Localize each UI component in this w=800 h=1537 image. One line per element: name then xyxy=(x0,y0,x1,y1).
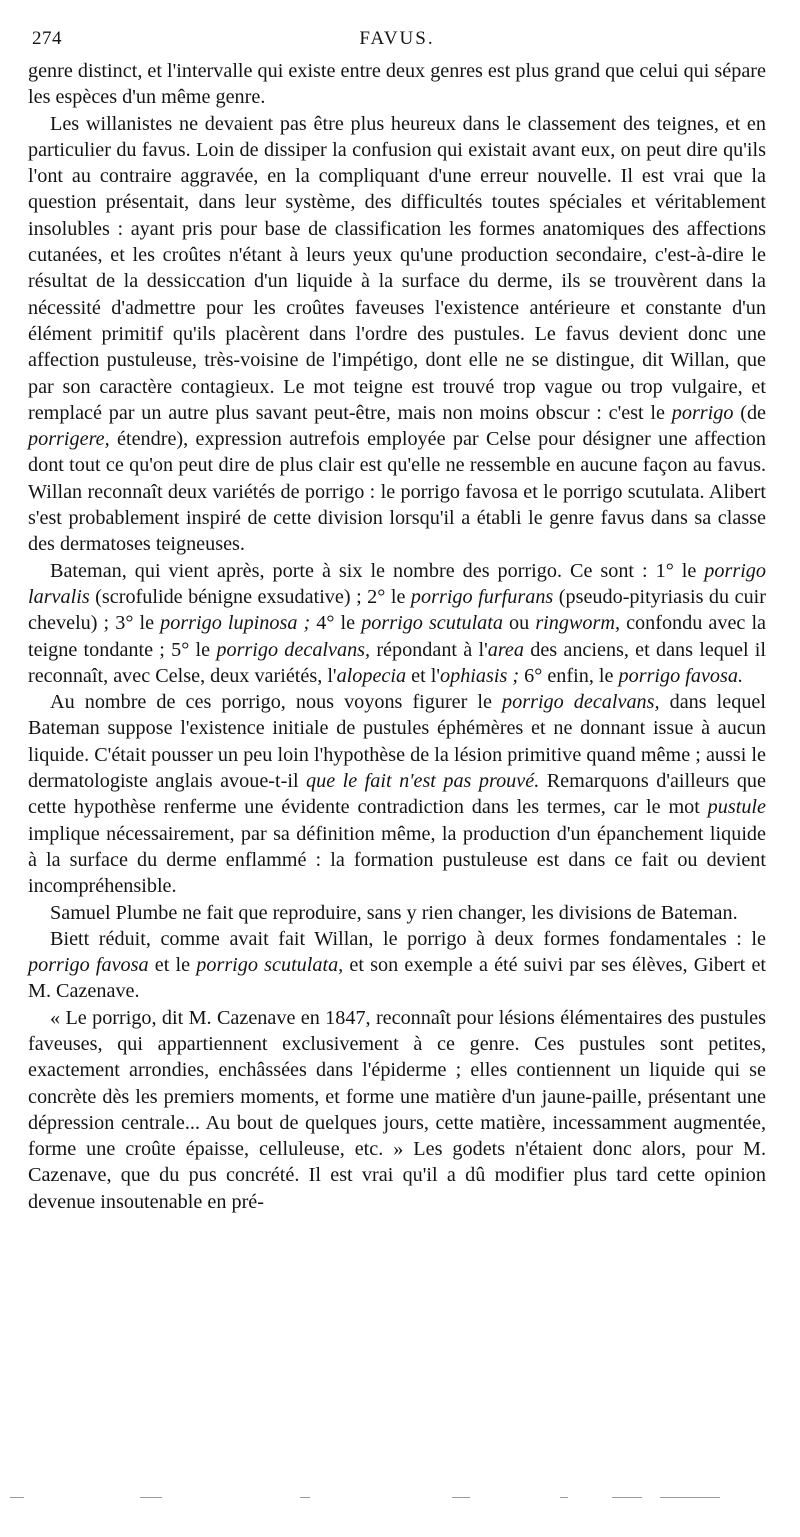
text-run: des anciens, et dans lequel il reconnaît, avec Celse, deux variétés, l' xyxy=(28,638,767,687)
italic-term: porrigo furfurans xyxy=(410,585,554,608)
text-run: « Le porrigo, dit M. Cazenave en 1847, reconnaît pour lésions élémentaires des pustules faveuses, qui appartiennent exclusivement à ce genre. Ces pustules sont petites, exactement arrondies, enchâssées dans l'épiderme ; elles contiennent un liquide qui se concrète dès les premiers moments, et forme une matière d'un jaune-paille, présentant une dépression centrale... Au bout de quelques jours, cette matière, incessamment augmentée, forme une croûte épaisse, celluleuse, etc. » Les godets n'étaient donc alors, pour M. Cazenave, que du pus concrété. Il est vrai qu'il a dû modifier plus tard cette opinion devenue insoutenable en pré- xyxy=(28,1006,766,1213)
italic-term: porrigo lupinosa ; xyxy=(160,612,311,635)
italic-term: ringworm, xyxy=(535,612,621,635)
text-run: répondant à l' xyxy=(370,638,488,661)
italic-term: porrigo favosa. xyxy=(618,664,744,687)
text-run: dans lequel Bateman suppose l'existence initiale de pustules éphémères et ne donnant issue à aucun liquide. C'était pousser un peu loin l'hypothèse de la lésion primitive quand même ; aussi le dermatologiste anglais avoue-t-il xyxy=(28,691,766,793)
italic-term: area xyxy=(487,638,524,661)
paragraph xyxy=(28,111,766,558)
italic-term: porrigo decalvans, xyxy=(216,638,371,661)
text-run: Biett réduit, comme avait fait Willan, le porrigo à deux formes fondamentales : le xyxy=(50,927,766,950)
italic-term: porrigo scutulata, xyxy=(196,954,344,977)
paragraph xyxy=(28,1005,766,1215)
paragraph xyxy=(28,558,766,689)
text-run: (scrofulide bénigne exsudative) ; 2° le xyxy=(89,585,411,608)
text-run: et son exemple a été suivi par ses élèves, Gibert et M. Cazenave. xyxy=(28,954,767,1003)
italic-term: pustule xyxy=(707,796,766,819)
italic-term: que le fait n'est pas prouvé. xyxy=(306,770,540,793)
italic-term: porrigere, xyxy=(28,428,110,451)
text-run: étendre), expression autrefois employée par Celse pour désigner une affection dont tout ce qu'on peut dire de plus clair est qu'elle ne ressemble en aucune façon au favus. Willan reconnaît deux variétés de porrigo : le porrigo favosa et le porrigo scutulata. Alibert s'est probablement inspiré de cette division lorsqu'il a établi le genre favus dans sa classe des dermatoses teigneuses. xyxy=(28,428,766,556)
paragraph xyxy=(28,58,766,111)
text-run: genre distinct, et l'intervalle qui existe entre deux genres est plus grand que celui qui sépare les espèces d'un même genre. xyxy=(28,60,766,109)
italic-term: porrigo larvalis xyxy=(28,559,766,608)
italic-term: alopecia xyxy=(336,664,407,687)
text-run: Les willanistes ne devaient pas être plus heureux dans le classement des teignes, et en particulier du favus. Loin de dissiper la confusion qui existait avant eux, on peut dire qu'ils l'ont au contraire aggravée, en la compliquant d'une erreur nouvelle. Il est vrai que la question présentait, dans leur système, des difficultés toutes spéciales et véritablement insolubles : ayant pris pour base de classification les formes anatomiques des affections cutanées, et les croûtes n'étant à leurs yeux qu'une production secondaire, c'est-à-dire le résultat de la dessiccation d'un liquide à la surface du derme, ils se trouvèrent dans la nécessité d'admettre pour les croûtes faveuses l'existence antérieure et constante d'un élément primitif qu'ils placèrent dans l'ordre des pustules. Le favus devient donc une affection pustuleuse, très-voisine de l'impétigo, dont elle ne se distingue, dit Willan, que par son caractère contagieux. Le mot teigne est trouvé trop vague ou trop vulgaire, et remplacé par un autre plus savant peut-être, mais non moins obscur : c'est le xyxy=(28,112,766,424)
text-run: et le xyxy=(148,954,197,977)
text-run: (de xyxy=(733,401,766,424)
text-run: 6° enfin, le xyxy=(519,664,619,687)
text-run: ou xyxy=(502,612,536,635)
body-text xyxy=(28,58,766,1215)
text-run: Bateman, qui vient après, porte à six le nombre des porrigo. Ce sont : 1° le xyxy=(50,559,705,582)
italic-term: porrigo xyxy=(671,401,734,424)
text-run: Remarquons d'ailleurs que cette hypothèse renferme une évidente contradiction dans les termes, car le mot xyxy=(28,770,766,819)
text-run: Au nombre de ces porrigo, nous voyons figurer le xyxy=(50,691,503,714)
running-header xyxy=(28,26,766,54)
text-run: (pseudo-pityriasis du cuir chevelu) ; 3° le xyxy=(28,585,766,635)
paragraph xyxy=(28,900,766,926)
text-run: implique nécessairement, par sa définition même, la production d'un épanchement liquide à la surface du derme enflammé : la formation pustuleuse est dans ce fait ou devient incompréhensible. xyxy=(28,822,766,898)
paragraph xyxy=(28,926,766,1005)
text-run: et l' xyxy=(406,664,440,687)
document-page xyxy=(28,26,766,1215)
scan-edge-marks xyxy=(0,1497,800,1503)
paragraph xyxy=(28,689,766,899)
italic-term: porrigo favosa xyxy=(28,954,149,977)
page-number: 274 xyxy=(32,28,62,49)
text-run: confondu avec la teigne tondante ; 5° le xyxy=(28,612,767,661)
italic-term: porrigo scutulata xyxy=(361,612,503,635)
italic-term: ophiasis ; xyxy=(440,664,520,687)
italic-term: porrigo decalvans, xyxy=(502,691,660,714)
running-title: FAVUS. xyxy=(359,28,435,49)
text-run: Samuel Plumbe ne fait que reproduire, sans y rien changer, les divisions de Bateman. xyxy=(50,901,738,924)
text-run: 4° le xyxy=(310,612,362,635)
